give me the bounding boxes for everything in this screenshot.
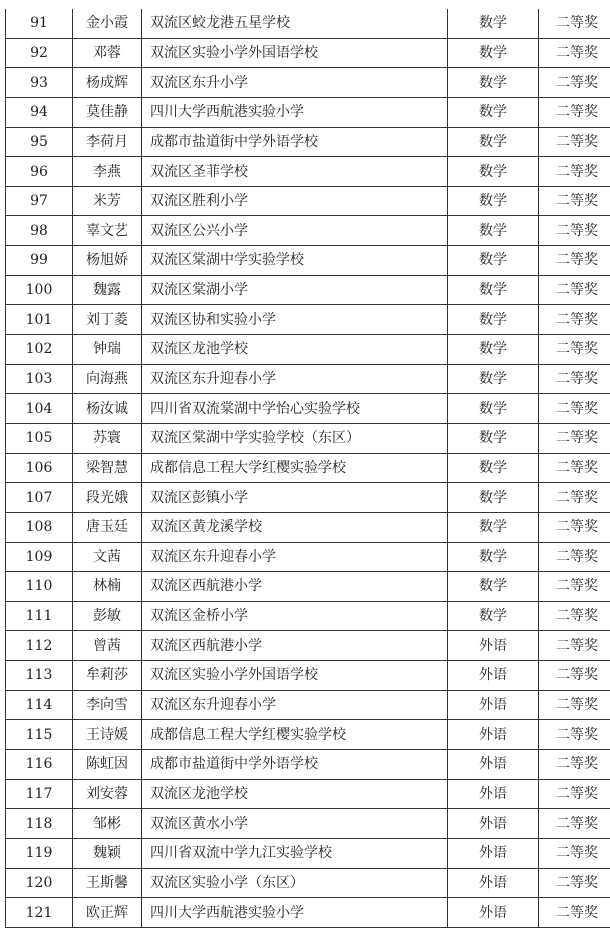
rank-cell: 114 [6,690,73,720]
award-cell: 二等奖 [539,275,610,305]
rank-cell: 99 [6,246,73,276]
rank-cell: 118 [6,809,73,839]
table-row [6,127,610,157]
school-cell: 双流区西航港小学 [142,631,448,661]
school-cell: 双流区棠湖中学实验学校 [142,246,448,276]
rank-cell: 100 [6,275,73,305]
table-row [6,720,610,750]
table-row [6,838,610,868]
rank-cell: 113 [6,661,73,691]
rank-cell: 117 [6,779,73,809]
subject-cell: 数学 [448,364,539,394]
table-row [6,246,610,276]
award-cell: 二等奖 [539,335,610,365]
award-cell: 二等奖 [539,127,610,157]
table-row [6,423,610,453]
name-cell: 陈虹因 [73,750,142,780]
school-cell: 双流区黄龙溪学校 [142,512,448,542]
school-cell: 四川省双流中学九江实验学校 [142,838,448,868]
rank-cell: 108 [6,512,73,542]
school-cell: 双流区东升小学 [142,68,448,98]
rank-cell: 102 [6,335,73,365]
school-cell: 双流区龙池学校 [142,779,448,809]
table-row [6,97,610,127]
award-cell: 二等奖 [539,453,610,483]
award-cell: 二等奖 [539,9,610,38]
rank-cell: 105 [6,423,73,453]
subject-cell: 外语 [448,750,539,780]
school-cell: 成都市盐道街中学外语学校 [142,750,448,780]
school-cell: 双流区圣菲学校 [142,157,448,187]
name-cell: 曾茜 [73,631,142,661]
table-row [6,186,610,216]
name-cell: 邹彬 [73,809,142,839]
subject-cell: 数学 [448,246,539,276]
table-row [6,631,610,661]
subject-cell: 数学 [448,157,539,187]
award-cell: 二等奖 [539,690,610,720]
award-cell: 二等奖 [539,868,610,898]
award-cell: 二等奖 [539,186,610,216]
rank-cell: 97 [6,186,73,216]
award-cell: 二等奖 [539,364,610,394]
name-cell: 辜文艺 [73,216,142,246]
school-cell: 双流区实验小学外国语学校 [142,38,448,68]
subject-cell: 数学 [448,275,539,305]
school-cell: 双流区棠湖小学 [142,275,448,305]
subject-cell: 外语 [448,838,539,868]
rank-cell: 121 [6,898,73,928]
school-cell: 双流区实验小学（东区） [142,868,448,898]
subject-cell: 数学 [448,216,539,246]
name-cell: 刘安蓉 [73,779,142,809]
subject-cell: 外语 [448,690,539,720]
school-cell: 成都市盐道街中学外语学校 [142,127,448,157]
table-row [6,483,610,513]
subject-cell: 外语 [448,868,539,898]
table-row [6,394,610,424]
subject-cell: 外语 [448,661,539,691]
table-row [6,9,610,38]
table-row [6,898,610,928]
subject-cell: 外语 [448,898,539,928]
subject-cell: 数学 [448,97,539,127]
subject-cell: 数学 [448,186,539,216]
award-cell: 二等奖 [539,512,610,542]
award-cell: 二等奖 [539,423,610,453]
rank-cell: 106 [6,453,73,483]
name-cell: 杨成辉 [73,68,142,98]
school-cell: 双流区实验小学外国语学校 [142,661,448,691]
subject-cell: 外语 [448,779,539,809]
school-cell: 双流区黄水小学 [142,809,448,839]
school-cell: 双流区龙池学校 [142,335,448,365]
name-cell: 魏露 [73,275,142,305]
subject-cell: 数学 [448,601,539,631]
subject-cell: 数学 [448,483,539,513]
school-cell: 四川大学西航港实验小学 [142,898,448,928]
award-cell: 二等奖 [539,838,610,868]
name-cell: 唐玉廷 [73,512,142,542]
table-row [6,38,610,68]
rank-cell: 107 [6,483,73,513]
school-cell: 双流区东升迎春小学 [142,364,448,394]
school-cell: 成都信息工程大学红樱实验学校 [142,720,448,750]
award-cell: 二等奖 [539,305,610,335]
rank-cell: 120 [6,868,73,898]
rank-cell: 98 [6,216,73,246]
table-row [6,779,610,809]
award-cell: 二等奖 [539,157,610,187]
table-row [6,661,610,691]
rank-cell: 111 [6,601,73,631]
name-cell: 莫佳静 [73,97,142,127]
table-row [6,601,610,631]
rank-cell: 103 [6,364,73,394]
rank-cell: 112 [6,631,73,661]
subject-cell: 数学 [448,68,539,98]
name-cell: 彭敏 [73,601,142,631]
table-row [6,750,610,780]
subject-cell: 数学 [448,9,539,38]
award-cell: 二等奖 [539,38,610,68]
school-cell: 四川大学西航港实验小学 [142,97,448,127]
award-cell: 二等奖 [539,483,610,513]
name-cell: 李燕 [73,157,142,187]
name-cell: 邓蓉 [73,38,142,68]
name-cell: 李荷月 [73,127,142,157]
rank-cell: 115 [6,720,73,750]
rank-cell: 91 [6,9,73,38]
name-cell: 牟莉莎 [73,661,142,691]
award-cell: 二等奖 [539,601,610,631]
award-table [5,9,610,928]
name-cell: 金小霞 [73,9,142,38]
award-cell: 二等奖 [539,394,610,424]
award-cell: 二等奖 [539,898,610,928]
rank-cell: 95 [6,127,73,157]
award-cell: 二等奖 [539,720,610,750]
rank-cell: 92 [6,38,73,68]
subject-cell: 数学 [448,453,539,483]
award-cell: 二等奖 [539,246,610,276]
award-cell: 二等奖 [539,779,610,809]
name-cell: 梁智慧 [73,453,142,483]
name-cell: 杨汝诚 [73,394,142,424]
table-row [6,453,610,483]
subject-cell: 数学 [448,512,539,542]
subject-cell: 数学 [448,572,539,602]
name-cell: 文茜 [73,542,142,572]
award-table-body [6,9,610,927]
school-cell: 双流区西航港小学 [142,572,448,602]
award-cell: 二等奖 [539,631,610,661]
school-cell: 双流区蛟龙港五星学校 [142,9,448,38]
school-cell: 双流区东升迎春小学 [142,690,448,720]
table-row [6,157,610,187]
subject-cell: 数学 [448,127,539,157]
school-cell: 双流区公兴小学 [142,216,448,246]
table-row [6,335,610,365]
school-cell: 双流区胜利小学 [142,186,448,216]
rank-cell: 116 [6,750,73,780]
table-row [6,809,610,839]
award-cell: 二等奖 [539,542,610,572]
subject-cell: 数学 [448,305,539,335]
school-cell: 双流区东升迎春小学 [142,542,448,572]
table-row [6,542,610,572]
name-cell: 李向雪 [73,690,142,720]
name-cell: 苏寰 [73,423,142,453]
subject-cell: 数学 [448,542,539,572]
subject-cell: 外语 [448,720,539,750]
award-cell: 二等奖 [539,661,610,691]
table-row [6,572,610,602]
name-cell: 杨旭娇 [73,246,142,276]
subject-cell: 外语 [448,809,539,839]
subject-cell: 外语 [448,631,539,661]
name-cell: 魏颖 [73,838,142,868]
name-cell: 钟瑞 [73,335,142,365]
award-cell: 二等奖 [539,97,610,127]
award-cell: 二等奖 [539,809,610,839]
table-row [6,690,610,720]
school-cell: 双流区棠湖中学实验学校（东区） [142,423,448,453]
rank-cell: 93 [6,68,73,98]
award-cell: 二等奖 [539,216,610,246]
award-cell: 二等奖 [539,68,610,98]
table-row [6,68,610,98]
rank-cell: 104 [6,394,73,424]
rank-cell: 110 [6,572,73,602]
name-cell: 欧正辉 [73,898,142,928]
name-cell: 林楠 [73,572,142,602]
table-row [6,364,610,394]
table-row [6,216,610,246]
school-cell: 四川省双流棠湖中学怡心实验学校 [142,394,448,424]
school-cell: 双流区彭镇小学 [142,483,448,513]
table-row [6,868,610,898]
rank-cell: 96 [6,157,73,187]
award-cell: 二等奖 [539,572,610,602]
rank-cell: 101 [6,305,73,335]
name-cell: 向海燕 [73,364,142,394]
rank-cell: 94 [6,97,73,127]
school-cell: 双流区金桥小学 [142,601,448,631]
award-cell: 二等奖 [539,750,610,780]
subject-cell: 数学 [448,38,539,68]
name-cell: 刘丁菱 [73,305,142,335]
school-cell: 双流区协和实验小学 [142,305,448,335]
school-cell: 成都信息工程大学红樱实验学校 [142,453,448,483]
name-cell: 米芳 [73,186,142,216]
name-cell: 王斯馨 [73,868,142,898]
subject-cell: 数学 [448,394,539,424]
subject-cell: 数学 [448,335,539,365]
subject-cell: 数学 [448,423,539,453]
name-cell: 王诗媛 [73,720,142,750]
table-row [6,305,610,335]
table-row [6,512,610,542]
table-row [6,275,610,305]
rank-cell: 119 [6,838,73,868]
rank-cell: 109 [6,542,73,572]
name-cell: 段光娥 [73,483,142,513]
